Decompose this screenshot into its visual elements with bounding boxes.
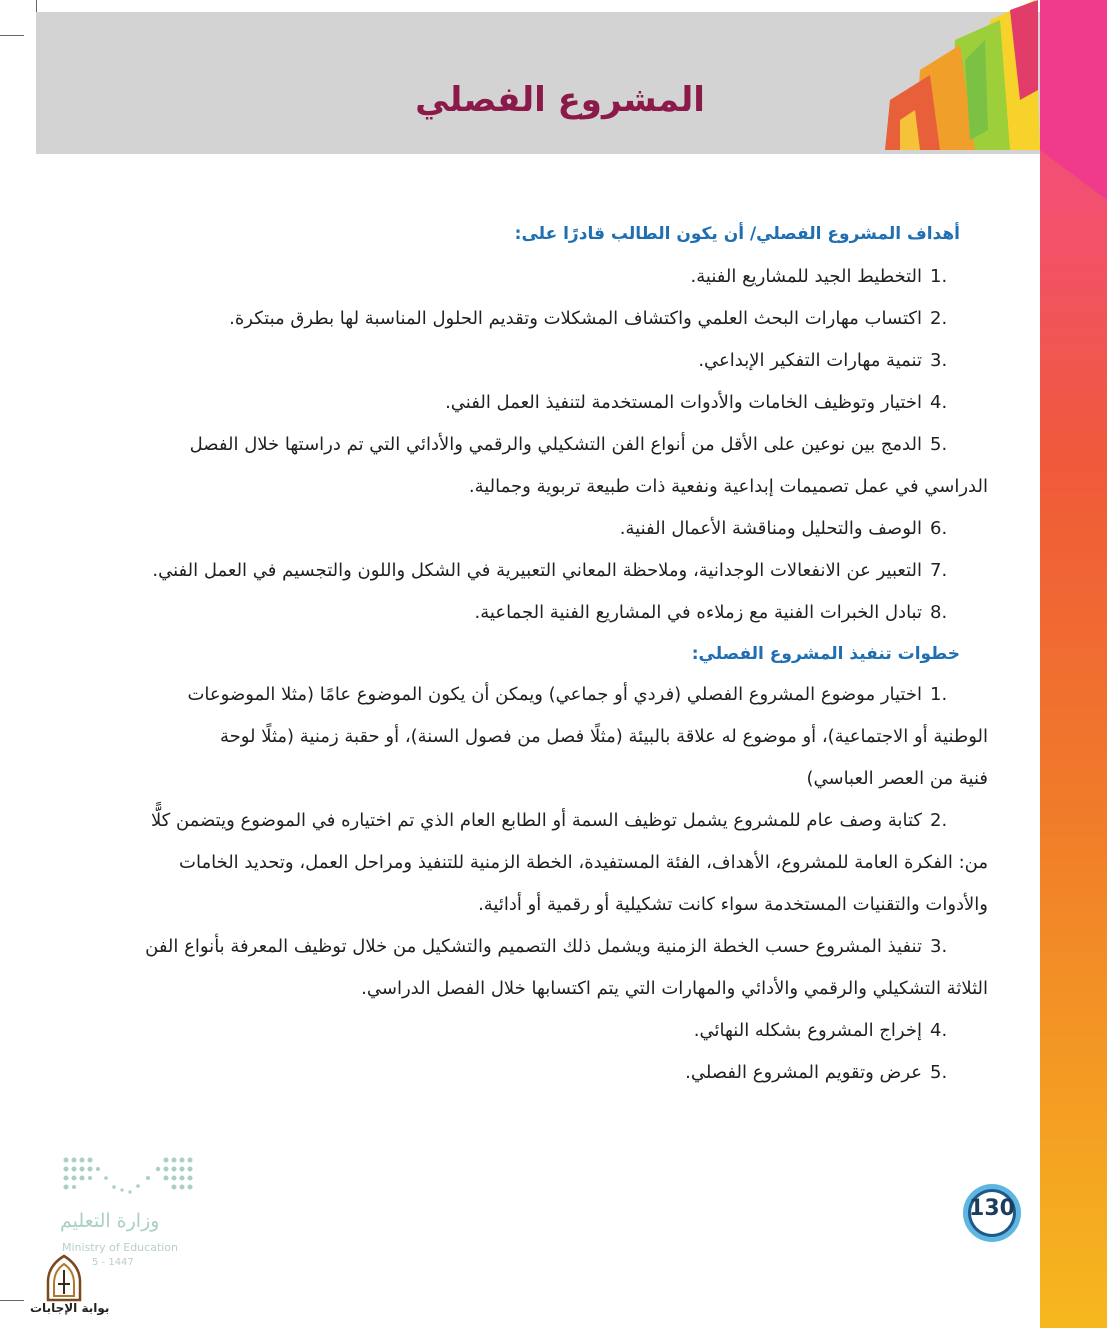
step-item-continuation: فنية من العصر العباسي) [806,768,988,789]
step-item: .4إخراج المشروع بشكله النهائي. [693,1020,948,1041]
step-item: .2كتابة وصف عام للمشروع يشمل توظيف السمة أو الطابع العام الذي تم اختياره في الموضوع ويتضمن كلًّا [150,810,948,831]
page-number: 130 [969,1196,1015,1221]
steps-heading: خطوات تنفيذ المشروع الفصلي: [691,644,960,664]
step-item-continuation: الوطنية أو الاجتماعية)، أو موضوع له علاقة بالبيئة (مثلًا فصل من فصول السنة)، أو حقبة زمنية (مثلًا لوحة [219,726,988,747]
color-splash-decoration [860,0,1107,1328]
step-item-continuation: والأدوات والتقنيات المستخدمة سواء كانت تشكيلية أو رقمية أو أدائية. [478,894,988,915]
crop-mark [0,1300,24,1301]
goals-heading: أهداف المشروع الفصلي/ أن يكون الطالب قادرًا على: [514,224,960,244]
step-item-continuation: الثلاثة التشكيلي والرقمي والأدائي والمهارات التي يتم اكتسابها خلال الفصل الدراسي. [361,978,988,999]
edition-year: 5 - 1447 [92,1257,134,1268]
step-item: .1اختيار موضوع المشروع الفصلي (فردي أو جماعي) ويمكن أن يكون الموضوع عامًا (مثلا الموضوعات [187,684,948,705]
step-item-continuation: من: الفكرة العامة للمشروع، الأهداف، الفئة المستفيدة، الخطة الزمنية للتنفيذ ومراحل العمل، وتحديد الخامات [179,852,988,873]
step-item: .3تنفيذ المشروع حسب الخطة الزمنية ويشمل ذلك التصميم والتشكيل من خلال توظيف المعرفة بأنواع الفن [145,936,948,957]
goal-item-continuation: الدراسي في عمل تصميمات إبداعية ونفعية ذات طبيعة تربوية وجمالية. [468,476,988,497]
goal-item: .8تبادل الخبرات الفنية مع زملاءه في المشاريع الفنية الجماعية. [474,602,948,623]
ministry-logo-icon [62,1156,198,1200]
goal-item: .6الوصف والتحليل ومناقشة الأعمال الفنية. [619,518,948,539]
goal-item: .1التخطيط الجيد للمشاريع الفنية. [690,266,948,287]
watermark-logo-icon [42,1254,86,1302]
goal-item: .2اكتساب مهارات البحث العلمي واكتشاف المشكلات وتقديم الحلول المناسبة لها بطرق مبتكرة. [229,308,948,329]
goal-item: .4اختيار وتوظيف الخامات والأدوات المستخدمة لتنفيذ العمل الفني. [445,392,948,413]
goal-item: .7التعبير عن الانفعالات الوجدانية، وملاحظة المعاني التعبيرية في الشكل واللون والتجسيم في العمل الفني. [152,560,948,581]
ministry-name-arabic: وزارة التعليم [60,1210,160,1232]
goal-item: .3تنمية مهارات التفكير الإبداعي. [698,350,948,371]
crop-mark [0,35,24,36]
step-item: .5عرض وتقويم المشروع الفصلي. [685,1062,948,1083]
page-title: المشروع الفصلي [415,80,705,120]
ministry-name-english: Ministry of Education [62,1241,179,1254]
watermark-text: بوابة الإجابات [30,1301,110,1315]
goal-item: .5الدمج بين نوعين على الأقل من أنواع الفن التشكيلي والرقمي والأدائي التي تم دراستها خلال الفصل [189,434,948,455]
